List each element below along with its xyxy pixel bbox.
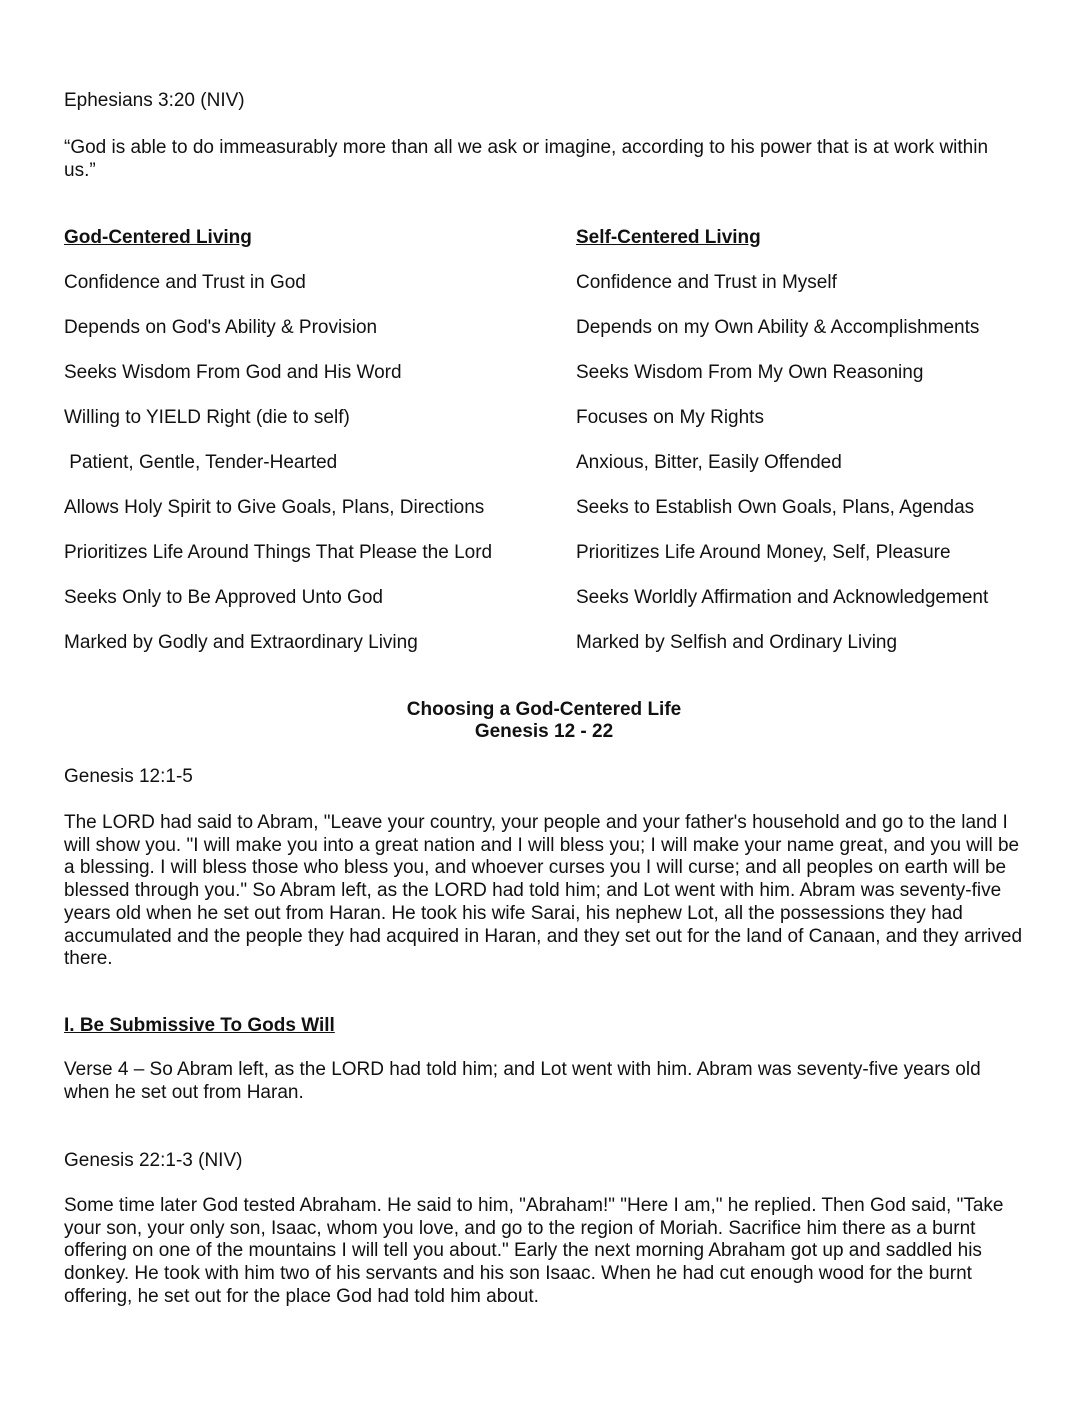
top-quote: “God is able to do immeasurably more than all we ask or imagine, according to his power that is at work within us.” bbox=[64, 137, 989, 181]
self-centered-item: Anxious, Bitter, Easily Offended bbox=[576, 452, 842, 473]
comparison-row bbox=[0, 452, 1088, 476]
god-centered-item: Confidence and Trust in God bbox=[64, 272, 306, 293]
right-column-heading: Self-Centered Living bbox=[576, 227, 761, 248]
god-centered-item: Patient, Gentle, Tender-Hearted bbox=[64, 452, 338, 473]
self-centered-item: Seeks to Establish Own Goals, Plans, Agendas bbox=[576, 497, 975, 518]
comparison-row bbox=[0, 272, 1088, 296]
comparison-row bbox=[0, 407, 1088, 431]
comparison-row bbox=[0, 542, 1088, 566]
comparison-row bbox=[0, 317, 1088, 341]
left-column-heading: God-Centered Living bbox=[64, 227, 252, 248]
section-subtitle: Genesis 12 - 22 bbox=[474, 721, 614, 742]
self-centered-item: Seeks Wisdom From My Own Reasoning bbox=[576, 362, 924, 383]
comparison-row bbox=[0, 632, 1088, 656]
god-centered-item: Prioritizes Life Around Things That Please the Lord bbox=[64, 542, 493, 563]
self-centered-item: Prioritizes Life Around Money, Self, Pleasure bbox=[576, 542, 951, 563]
genesis-12-reference: Genesis 12:1-5 bbox=[64, 766, 193, 787]
genesis-12-passage: The LORD had said to Abram, "Leave your country, your people and your father's household and go to the land I will show you. "I will make you into a great nation and I will bless you; I will make your name great, and you will be a blessing. I will bless those who bless you, and whoever curses you I will curse; and all peoples on earth will be blessed through you." So Abram left, as the LORD had told him; and Lot went with him. Abram was seventy-five years old when he set out from Haran. He took his wife Sarai, his nephew Lot, all the possessions they had accumulated and the people they had acquired in Haran, and they set out for the land of Canaan, and they arrived there. bbox=[64, 812, 1023, 970]
top-reference: Ephesians 3:20 (NIV) bbox=[64, 90, 245, 111]
section-title: Choosing a God-Centered Life bbox=[406, 699, 682, 720]
self-centered-item: Depends on my Own Ability & Accomplishments bbox=[576, 317, 980, 338]
self-centered-item: Focuses on My Rights bbox=[576, 407, 764, 428]
point-one-heading: I. Be Submissive To Gods Will bbox=[64, 1015, 335, 1036]
self-centered-item: Marked by Selfish and Ordinary Living bbox=[576, 632, 898, 653]
god-centered-item: Allows Holy Spirit to Give Goals, Plans, Directions bbox=[64, 497, 485, 518]
god-centered-item: Seeks Wisdom From God and His Word bbox=[64, 362, 402, 383]
comparison-row bbox=[0, 497, 1088, 521]
god-centered-item: Willing to YIELD Right (die to self) bbox=[64, 407, 350, 428]
self-centered-item: Seeks Worldly Affirmation and Acknowledgement bbox=[576, 587, 989, 608]
comparison-row bbox=[0, 587, 1088, 611]
god-centered-item: Marked by Godly and Extraordinary Living bbox=[64, 632, 418, 653]
god-centered-item: Seeks Only to Be Approved Unto God bbox=[64, 587, 383, 608]
comparison-row bbox=[0, 362, 1088, 386]
genesis-22-reference: Genesis 22:1-3 (NIV) bbox=[64, 1150, 243, 1171]
genesis-22-passage: Some time later God tested Abraham. He said to him, "Abraham!" "Here I am," he replied. Then God said, "Take your son, your only son, Isaac, whom you love, and go to the region of Moriah. Sacrifice him there as a burnt offering on one of the mountains I will tell you about." Early the next morning Abraham got up and saddled his donkey. He took with him two of his servants and his son Isaac. When he had cut enough wood for the burnt offering, he set out for the place God had told him about. bbox=[64, 1195, 1004, 1307]
self-centered-item: Confidence and Trust in Myself bbox=[576, 272, 837, 293]
god-centered-item: Depends on God's Ability & Provision bbox=[64, 317, 378, 338]
verse-4-text: Verse 4 – So Abram left, as the LORD had told him; and Lot went with him. Abram was seventy-five years old when he set out from Haran. bbox=[64, 1059, 981, 1103]
